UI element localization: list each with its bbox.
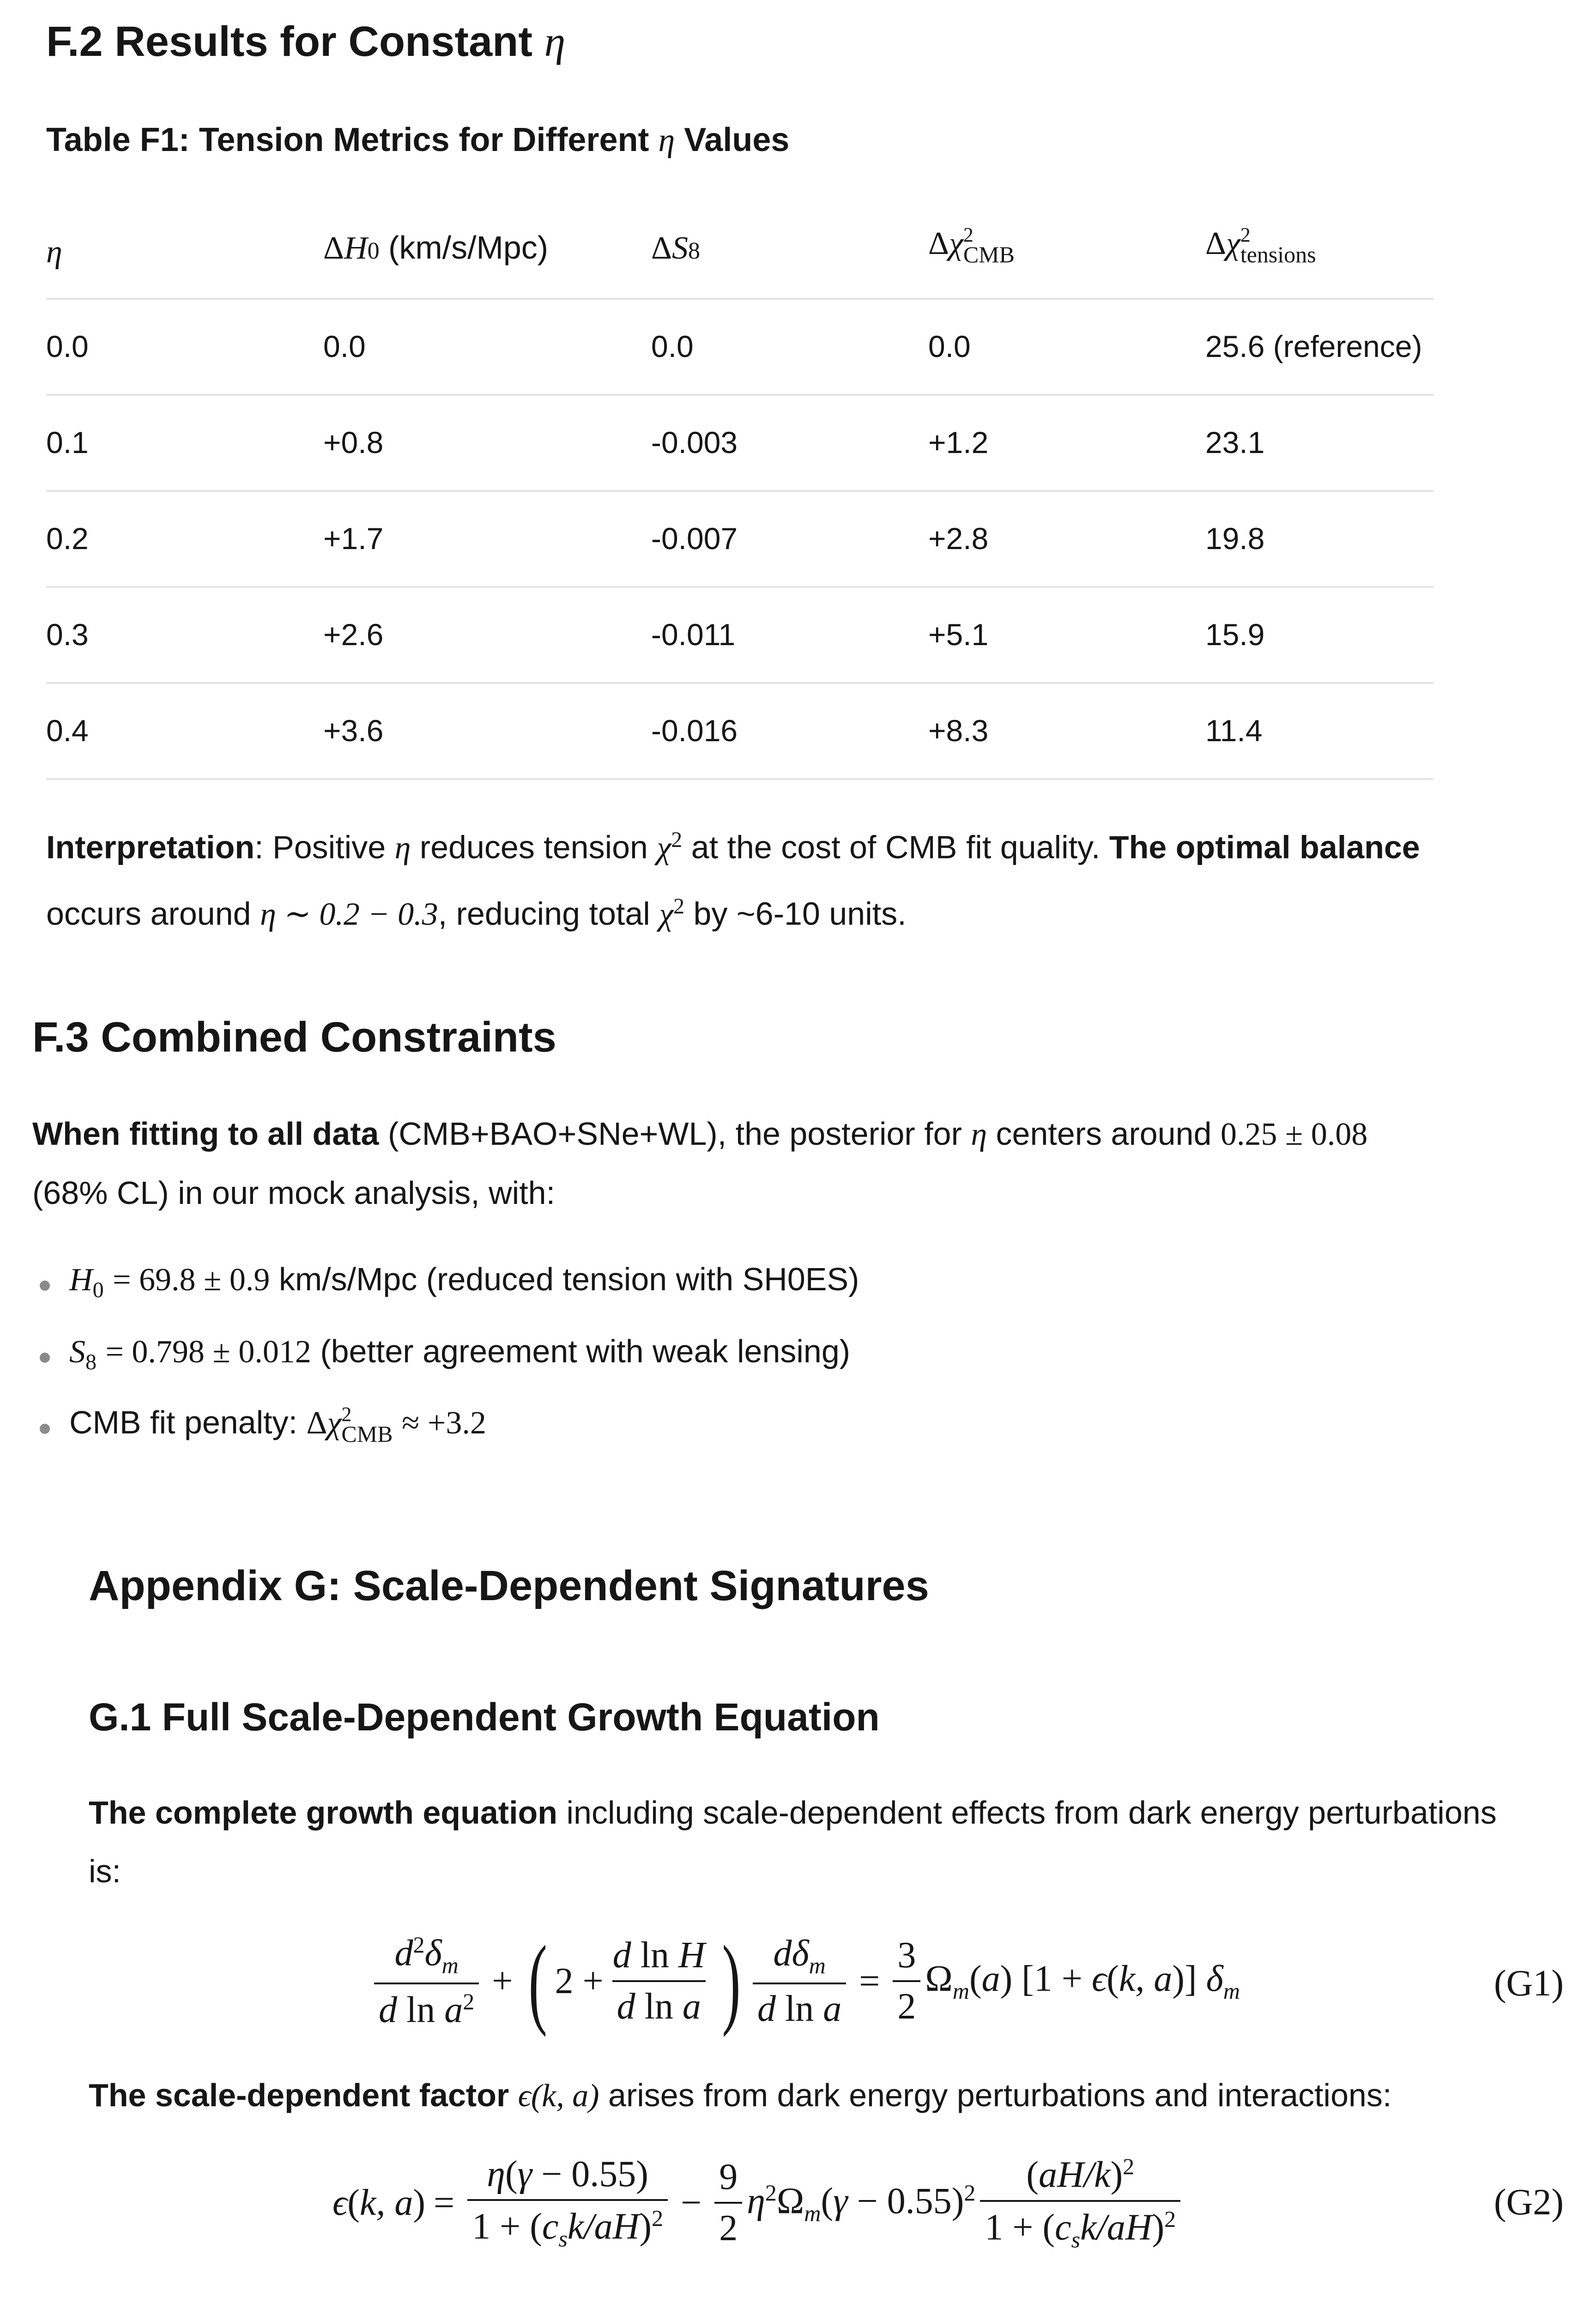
table-cell: 0.0 (323, 329, 366, 363)
table-rule (46, 394, 1433, 396)
table-cell: -0.016 (651, 713, 738, 748)
header-delta-s8: ΔS8 (651, 230, 701, 266)
appendix-title: Appendix G: Scale-Dependent Signatures (89, 1562, 929, 1609)
equation-label-g1: (G1) (1493, 1963, 1564, 2004)
section-heading-g1: G.1 Full Scale-Dependent Growth Equation (89, 1695, 880, 1739)
bullet-cmb-penalty: CMB fit penalty: Δχ 2 CMB ≈ +3.2 (69, 1403, 486, 1447)
f3-paragraph: When fitting to all data (CMB+BAO+SNe+WL), the posterior for η centers around 0.25 ± 0.08 (68% CL) in our mock analysis, with: (32, 1116, 1368, 1211)
header-delta-chi2-tensions: Δχ 2 tensions (1205, 224, 1316, 267)
equation-g2: ϵ(k, a) = $\frac{\eta(\gamma - 0.55)}{1 + (c_sk/aH)^2}$ − $\frac{9}{2}$ $\eta^2\Omega_m(\gamma - 0.55)^2$ $\frac{(aH/k)^2}{1 + (c_sk/aH)^2}$ (332, 2147, 1185, 2258)
table-rule (46, 298, 1433, 300)
equation-g1: $\frac{d^2\delta_m}{d \ln a^2}$ + ( 2 + $\frac{\text{d ln H}}{\text{d ln a}}$ ) $\frac{d\delta_m}{\text{d ln a}}$ = $\frac{3}{2}$ $\Omega_m(a) [1 + \epsilon(k$, a)] $\delta_m$ (369, 1916, 1240, 2046)
table-cell: +3.6 (323, 713, 384, 748)
bullet-marker (40, 1353, 50, 1363)
table-cell: 0.1 (46, 425, 89, 459)
table-cell: +8.3 (928, 713, 989, 748)
g1-paragraph: The complete growth equation including scale-dependent effects from dark energy perturbations is: (89, 1795, 1497, 1889)
table-cell: +5.1 (928, 617, 989, 652)
table-rule (46, 490, 1433, 492)
table-rule (46, 586, 1433, 588)
interpretation-paragraph: Interpretation: Positive η reduces tension $\chi^2$ at the cost of CMB fit quality. The optimal balance occurs around η ∼ 0.2 − 0.3, reducing total $\chi^2$ by ~6-10 units. (46, 828, 1420, 932)
table-cell: 11.4 (1205, 713, 1263, 748)
header-delta-chi2-cmb: Δχ 2 CMB (928, 224, 1015, 267)
table-cell: -0.007 (651, 521, 738, 556)
header-eta: η (46, 234, 62, 270)
table-cell: +2.6 (323, 617, 384, 652)
header-delta-h0: ΔH0 (km/s/Mpc) (323, 230, 549, 266)
table-cell: 15.9 (1205, 617, 1265, 652)
table-cell: 0.0 (651, 329, 694, 363)
bullet-h0: $H_0 = 69.8 \pm 0.9$ km/s/Mpc (reduced tension with SH0ES) (69, 1261, 859, 1302)
table-cell: -0.003 (651, 425, 738, 459)
table-cell: 19.8 (1205, 521, 1265, 556)
table-rule (46, 682, 1433, 684)
bullet-s8: $S_8 = 0.798 \pm 0.012$ (better agreement with weak lensing) (69, 1333, 851, 1374)
table-cell: +1.7 (323, 521, 384, 556)
table-cell: -0.011 (651, 617, 736, 652)
bullet-marker (40, 1281, 50, 1291)
section-heading-f3: F.3 Combined Constraints (32, 1014, 556, 1061)
table-rule (46, 778, 1433, 780)
table-cell: +1.2 (928, 425, 989, 459)
equation-label-g2: (G2) (1493, 2182, 1564, 2223)
table-caption: Table F1: Tension Metrics for Different η Values (46, 121, 790, 158)
section-heading-f2: F.2 Results for Constant η (46, 18, 566, 65)
table-cell: 0.4 (46, 713, 89, 748)
bullet-marker (40, 1424, 50, 1434)
table-cell: +0.8 (323, 425, 384, 459)
table-cell: 0.0 (928, 329, 971, 363)
table-cell: 0.2 (46, 521, 89, 556)
table-cell: 0.0 (46, 329, 89, 363)
table-cell: +2.8 (928, 521, 989, 556)
table-cell: 25.6 (reference) (1205, 329, 1422, 363)
table-cell: 23.1 (1205, 425, 1265, 459)
factor-paragraph: The scale-dependent factor ϵ(k, a) arises from dark energy perturbations and interactions: (89, 2077, 1392, 2114)
table-cell: 0.3 (46, 617, 89, 652)
